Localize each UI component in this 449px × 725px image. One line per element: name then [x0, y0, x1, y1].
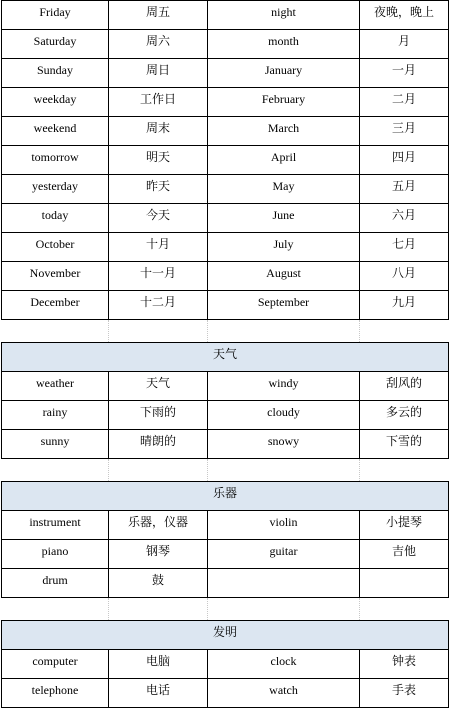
- english-word: Friday: [2, 1, 109, 30]
- english-word: Saturday: [2, 30, 109, 59]
- english-word: June: [208, 204, 360, 233]
- english-word: instrument: [2, 511, 109, 540]
- chinese-meaning: 十月: [109, 233, 208, 262]
- chinese-meaning: 工作日: [109, 88, 208, 117]
- chinese-meaning: 晴朗的: [109, 430, 208, 459]
- table-row: [2, 430, 449, 459]
- chinese-meaning: 二月: [360, 88, 449, 117]
- chinese-meaning: 七月: [360, 233, 449, 262]
- english-word: January: [208, 59, 360, 88]
- chinese-meaning: 下雪的: [360, 430, 449, 459]
- english-word: snowy: [208, 430, 360, 459]
- english-word: weekday: [2, 88, 109, 117]
- english-word: night: [208, 1, 360, 30]
- section-spacer: [2, 459, 449, 482]
- chinese-meaning: 乐器，仪器: [109, 511, 208, 540]
- chinese-meaning: 夜晚，晚上: [360, 1, 449, 30]
- chinese-meaning: 九月: [360, 291, 449, 320]
- english-word: tomorrow: [2, 146, 109, 175]
- english-word: August: [208, 262, 360, 291]
- chinese-meaning: 下雨的: [109, 401, 208, 430]
- table-row: [2, 146, 449, 175]
- table-row: [2, 59, 449, 88]
- chinese-meaning: 昨天: [109, 175, 208, 204]
- table-row: [2, 30, 449, 59]
- section-title: 乐器: [2, 482, 449, 511]
- english-word: weather: [2, 372, 109, 401]
- english-word: November: [2, 262, 109, 291]
- section-spacer: [2, 320, 449, 343]
- chinese-meaning: 吉他: [360, 540, 449, 569]
- chinese-meaning: 五月: [360, 175, 449, 204]
- table-row: [2, 291, 449, 320]
- chinese-meaning: 钟表: [360, 650, 449, 679]
- vocabulary-table: [1, 0, 449, 708]
- english-word: yesterday: [2, 175, 109, 204]
- table-row: [2, 233, 449, 262]
- table-row: [2, 679, 449, 708]
- section-spacer: [2, 598, 449, 621]
- english-word: Sunday: [2, 59, 109, 88]
- chinese-meaning: 十二月: [109, 291, 208, 320]
- table-row: [2, 511, 449, 540]
- chinese-meaning: 周五: [109, 1, 208, 30]
- chinese-meaning: 手表: [360, 679, 449, 708]
- chinese-meaning: 今天: [109, 204, 208, 233]
- table-row: [2, 569, 449, 598]
- table-row: [2, 372, 449, 401]
- chinese-meaning: 六月: [360, 204, 449, 233]
- english-word: September: [208, 291, 360, 320]
- table-row: [2, 650, 449, 679]
- chinese-meaning: 八月: [360, 262, 449, 291]
- english-word: today: [2, 204, 109, 233]
- english-word: rainy: [2, 401, 109, 430]
- english-word: computer: [2, 650, 109, 679]
- chinese-meaning: 十一月: [109, 262, 208, 291]
- english-word: violin: [208, 511, 360, 540]
- english-word: watch: [208, 679, 360, 708]
- english-word: December: [2, 291, 109, 320]
- english-word: [208, 569, 360, 598]
- section-header-inventions: [2, 621, 449, 650]
- english-word: sunny: [2, 430, 109, 459]
- chinese-meaning: 小提琴: [360, 511, 449, 540]
- english-word: guitar: [208, 540, 360, 569]
- chinese-meaning: 周日: [109, 59, 208, 88]
- english-word: cloudy: [208, 401, 360, 430]
- table-row: [2, 1, 449, 30]
- chinese-meaning: 周六: [109, 30, 208, 59]
- chinese-meaning: 三月: [360, 117, 449, 146]
- chinese-meaning: 明天: [109, 146, 208, 175]
- table-row: [2, 540, 449, 569]
- table-row: [2, 88, 449, 117]
- english-word: month: [208, 30, 360, 59]
- section-header-instruments: [2, 482, 449, 511]
- section-title: 发明: [2, 621, 449, 650]
- english-word: weekend: [2, 117, 109, 146]
- table-row: [2, 401, 449, 430]
- english-word: May: [208, 175, 360, 204]
- english-word: July: [208, 233, 360, 262]
- chinese-meaning: 电话: [109, 679, 208, 708]
- english-word: telephone: [2, 679, 109, 708]
- vocabulary-page: [1, 0, 448, 708]
- chinese-meaning: 鼓: [109, 569, 208, 598]
- chinese-meaning: 月: [360, 30, 449, 59]
- chinese-meaning: 钢琴: [109, 540, 208, 569]
- table-row: [2, 204, 449, 233]
- chinese-meaning: [360, 569, 449, 598]
- english-word: piano: [2, 540, 109, 569]
- english-word: April: [208, 146, 360, 175]
- table-row: [2, 175, 449, 204]
- chinese-meaning: 四月: [360, 146, 449, 175]
- chinese-meaning: 刮风的: [360, 372, 449, 401]
- chinese-meaning: 天气: [109, 372, 208, 401]
- chinese-meaning: 周末: [109, 117, 208, 146]
- chinese-meaning: 多云的: [360, 401, 449, 430]
- table-row: [2, 262, 449, 291]
- english-word: March: [208, 117, 360, 146]
- chinese-meaning: 一月: [360, 59, 449, 88]
- english-word: drum: [2, 569, 109, 598]
- table-row: [2, 117, 449, 146]
- english-word: October: [2, 233, 109, 262]
- section-header-weather: [2, 343, 449, 372]
- english-word: clock: [208, 650, 360, 679]
- section-title: 天气: [2, 343, 449, 372]
- chinese-meaning: 电脑: [109, 650, 208, 679]
- english-word: windy: [208, 372, 360, 401]
- english-word: February: [208, 88, 360, 117]
